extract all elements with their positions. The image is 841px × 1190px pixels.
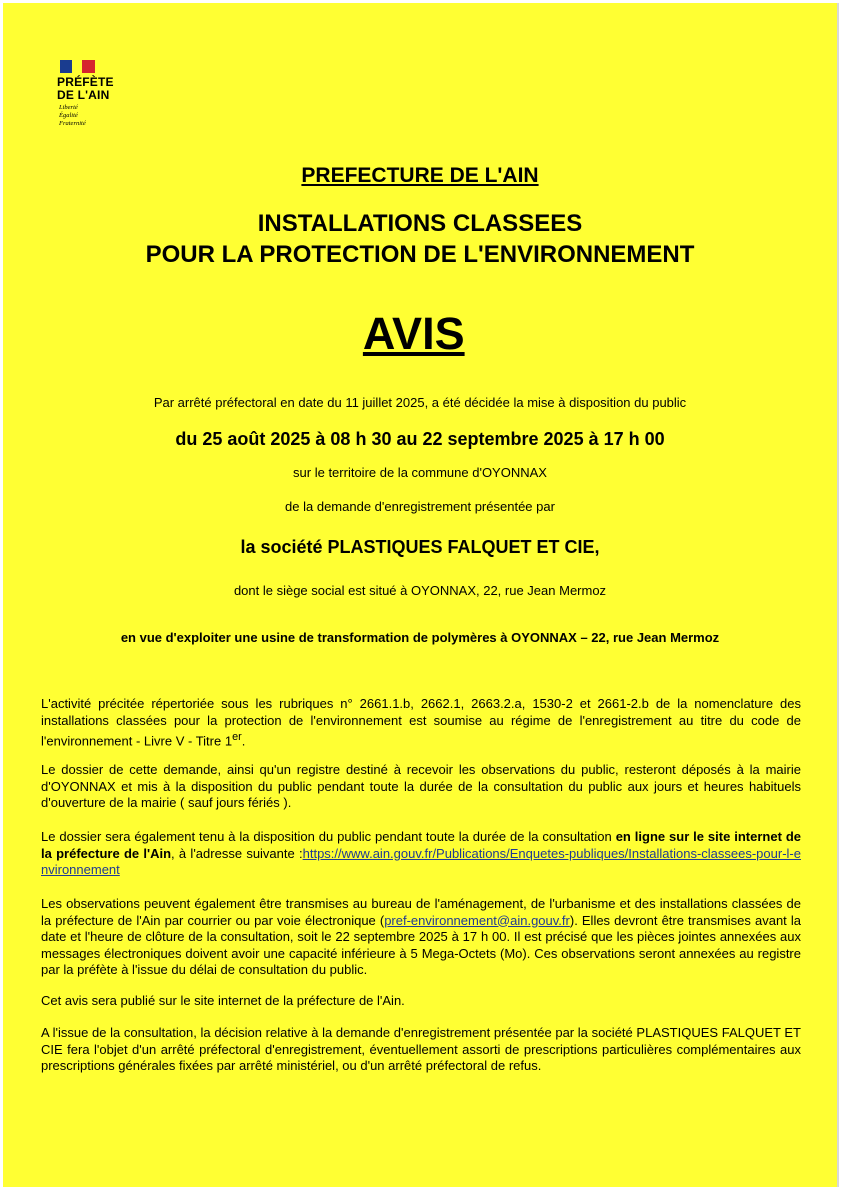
consultation-dates: du 25 août 2025 à 08 h 30 au 22 septembre 2025 à 17 h 00 [175, 429, 665, 449]
societe-name: PLASTIQUES FALQUET ET CIE, [327, 537, 600, 557]
motto-liberte: Liberté [59, 104, 78, 111]
paragraph-observations [41, 896, 801, 979]
paragraph-dossier: Le dossier de cette demande, ainsi qu'un registre destiné à recevoir les observations du public, resteront déposés à la mairie d'OYONNAX et mis à la disposition du public pendant toute la durée de la consultation du public aux jours et heures habituels d'ouverture de la mairie ( sauf jours fériés ). [41, 762, 801, 810]
p3-mid: , à l'adresse suivante : [171, 845, 303, 861]
notice-page [3, 3, 839, 1187]
logo-name-line2: DE L'AIN [57, 88, 110, 102]
siege-line: dont le siège social est situé à OYONNAX, 22, rue Jean Mermoz [233, 583, 607, 598]
motto-fraternite: Fraternité [59, 120, 86, 127]
p4-end: ). Elles devront être transmises avant la date et l'heure de clôture de la consultation, soit le 22 septembre 2025 à 17 h 00. Il est précisé que les pièces jointes annexées aux messages électroniques doivent avoir une capacité inférieure à 5 Mega-Octets (Mo). Ces observations seront annexées au registre par la préfète à l'issue du délai de consultation du public. [41, 912, 801, 977]
societe-line [3, 537, 837, 558]
paragraph-publication: Cet avis sera publié sur le site internet de la préfecture de l'Ain. [41, 993, 405, 1008]
p4-start: Les observations peuvent également être transmises au bureau de l'aménagement, de l'urbanisme et des installations classées de la préfecture de l'Ain par courrier ou par voie électronique ( [41, 896, 801, 928]
demande-line: de la demande d'enregistrement présentée par [285, 499, 555, 514]
logo-name [57, 76, 127, 102]
avis-text: AVIS [362, 308, 465, 359]
avis-heading [3, 307, 837, 361]
paragraph-activite [41, 696, 801, 750]
logo-motto [59, 104, 127, 128]
arrete-line: Par arrêté préfectoral en date du 11 juillet 2025, a été décidée la mise à disposition du public [153, 395, 687, 410]
title-line-1: INSTALLATIONS CLASSEES [257, 210, 583, 237]
document-title [3, 208, 837, 270]
p1-text: L'activité précitée répertoriée sous les rubriques n° 2661.1.b, 2662.1, 2663.2.a, 1530-2 et 2661-2.b de la nomenclature des installations classées pour la protection de l'environnement est soumise au régime de l'enregistrement au titre du code de l'environnement - Livre V - Titre 1 [41, 696, 801, 749]
p1-end: . [241, 733, 246, 749]
website-link[interactable]: https://www.ain.gouv.fr/Publications/Enquetes-publiques/Installations-classees-pour-l-environnement [41, 845, 801, 877]
prefecture-logo [57, 60, 127, 128]
objet-line: en vue d'exploiter une usine de transformation de polymères à OYONNAX – 22, rue Jean Mermoz [120, 630, 720, 645]
marianne-flag-icon [60, 60, 96, 73]
title-line-2: POUR LA PROTECTION DE L'ENVIRONNEMENT [145, 241, 695, 268]
prefecture-heading: PREFECTURE DE L'AIN [301, 164, 539, 187]
p3-bold: en ligne sur le site internet de la préfecture de l'Ain [41, 829, 802, 861]
email-link[interactable]: pref-environnement@ain.gouv.fr [384, 912, 570, 928]
logo-name-line1: PRÉFÈTE [57, 75, 114, 89]
territoire-line: sur le territoire de la commune d'OYONNAX [293, 465, 547, 480]
motto-egalite: Égalité [59, 112, 78, 119]
paragraph-decision: A l'issue de la consultation, la décision relative à la demande d'enregistrement présentée par la société PLASTIQUES FALQUET ET CIE fera l'objet d'un arrêté préfectoral d'enregistrement, éventuellement assorti de prescriptions particulières complémentaires aux prescriptions générales fixées par arrêté ministériel, ou d'un arrêté préfectoral de refus. [41, 1025, 801, 1073]
p1-sup: er [232, 731, 242, 743]
p3-start: Le dossier sera également tenu à la disposition du public pendant toute la durée de la consultation [41, 829, 616, 844]
societe-prefix: la société [240, 537, 328, 557]
paragraph-en-ligne [41, 829, 801, 879]
